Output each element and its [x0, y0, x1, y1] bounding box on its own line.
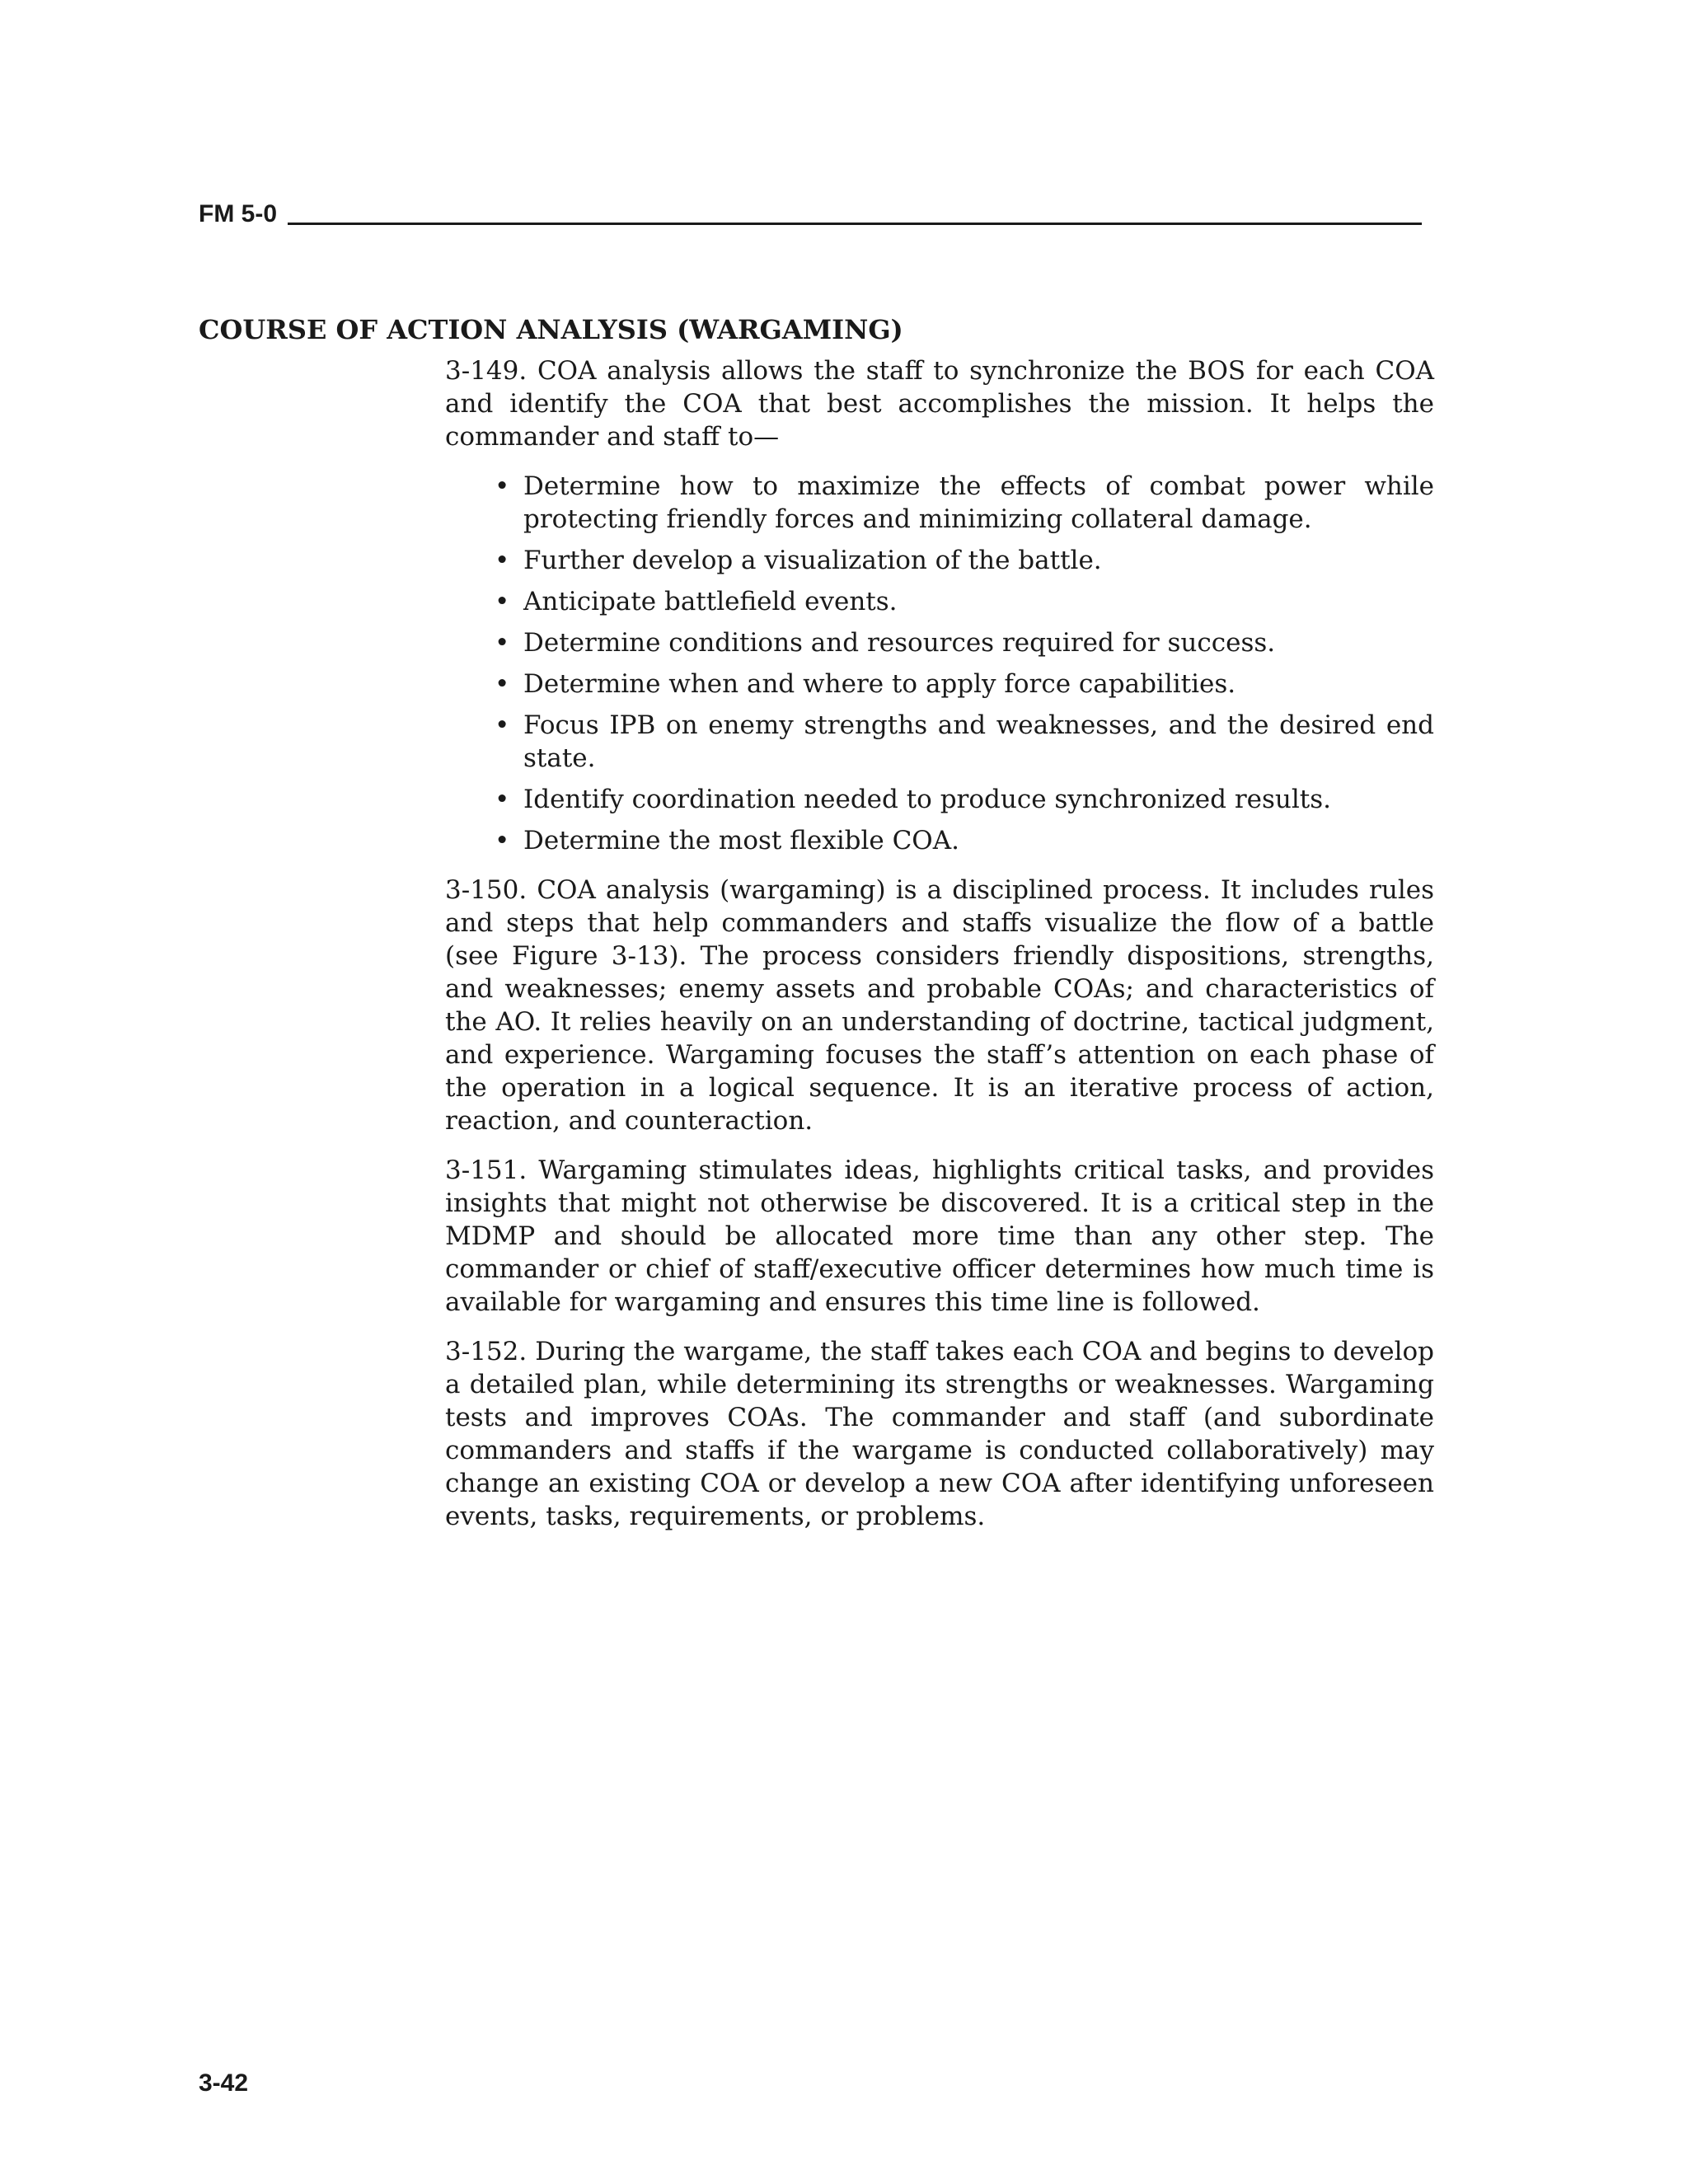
bullet-icon: •: [495, 826, 510, 855]
paragraph-3-150: 3-150. COA analysis (wargaming) is a disciplined process. It includes rules and steps that help commanders and staffs visualize the flow of a battle (see Figure 3-13). The process considers friendly dispositions, strengths, and weaknesses; enemy assets and probable COAs; and characteristics of the AO. It relies heavily on an understanding of doctrine, tactical judgment, and experience. Wargaming focuses the staff’s attention on each phase of the operation in a logical sequence. It is an iterative process of action, reaction, and counteraction.: [445, 875, 1434, 1136]
list-item: [445, 626, 1434, 659]
list-item: [445, 585, 1434, 618]
bullet-icon: •: [495, 471, 510, 501]
bullet-icon: •: [495, 669, 510, 699]
bullet-icon: •: [495, 587, 510, 616]
bullet-list: [445, 470, 1434, 857]
list-item-text: Determine when and where to apply force capabilities.: [523, 669, 1236, 699]
bullet-icon: •: [495, 785, 510, 814]
body-text: [445, 354, 1434, 1549]
page-number: 3-42: [199, 2069, 249, 2097]
list-item-text: Anticipate battlefield events.: [523, 587, 898, 616]
paragraph-3-149: 3-149. COA analysis allows the staff to synchronize the BOS for each COA and identify the COA that best accomplishes the mission. It helps the commander and staff to—: [445, 356, 1434, 452]
page-header: [199, 199, 1422, 236]
list-item: [445, 783, 1434, 816]
list-item: [445, 544, 1434, 577]
list-item-text: Identify coordination needed to produce synchronized results.: [523, 785, 1332, 814]
list-item: [445, 824, 1434, 857]
bullet-icon: •: [495, 546, 510, 575]
bullet-icon: •: [495, 710, 510, 740]
list-item: [445, 668, 1434, 701]
list-item-text: Determine the most flexible COA.: [523, 826, 959, 855]
list-item-text: Determine how to maximize the effects of combat power while protecting friendly forces and minimizing collateral damage.: [523, 471, 1434, 534]
list-item-text: Further develop a visualization of the battle.: [523, 546, 1102, 575]
list-item-text: Focus IPB on enemy strengths and weaknesses, and the desired end state.: [523, 710, 1434, 773]
bullet-icon: •: [495, 628, 510, 658]
manual-id: FM 5-0: [199, 200, 278, 227]
list-item: [445, 709, 1434, 775]
header-rule: [288, 223, 1422, 225]
list-item-text: Determine conditions and resources required for success.: [523, 628, 1276, 658]
paragraph-3-152: 3-152. During the wargame, the staff takes each COA and begins to develop a detailed plan, while determining its strengths or weaknesses. Wargaming tests and improves COAs. The commander and staff (and subordinate commanders and staffs if the wargame is conducted collaboratively) may change an existing COA or develop a new COA after identifying unforeseen events, tasks, requirements, or problems.: [445, 1337, 1434, 1531]
list-item: [445, 470, 1434, 536]
section-heading: COURSE OF ACTION ANALYSIS (WARGAMING): [199, 314, 903, 345]
paragraph-3-151: 3-151. Wargaming stimulates ideas, highlights critical tasks, and provides insights that might not otherwise be discovered. It is a critical step in the MDMP and should be allocated more time than any other step. The commander or chief of staff/executive officer determines how much time is available for wargaming and ensures this time line is followed.: [445, 1155, 1434, 1317]
